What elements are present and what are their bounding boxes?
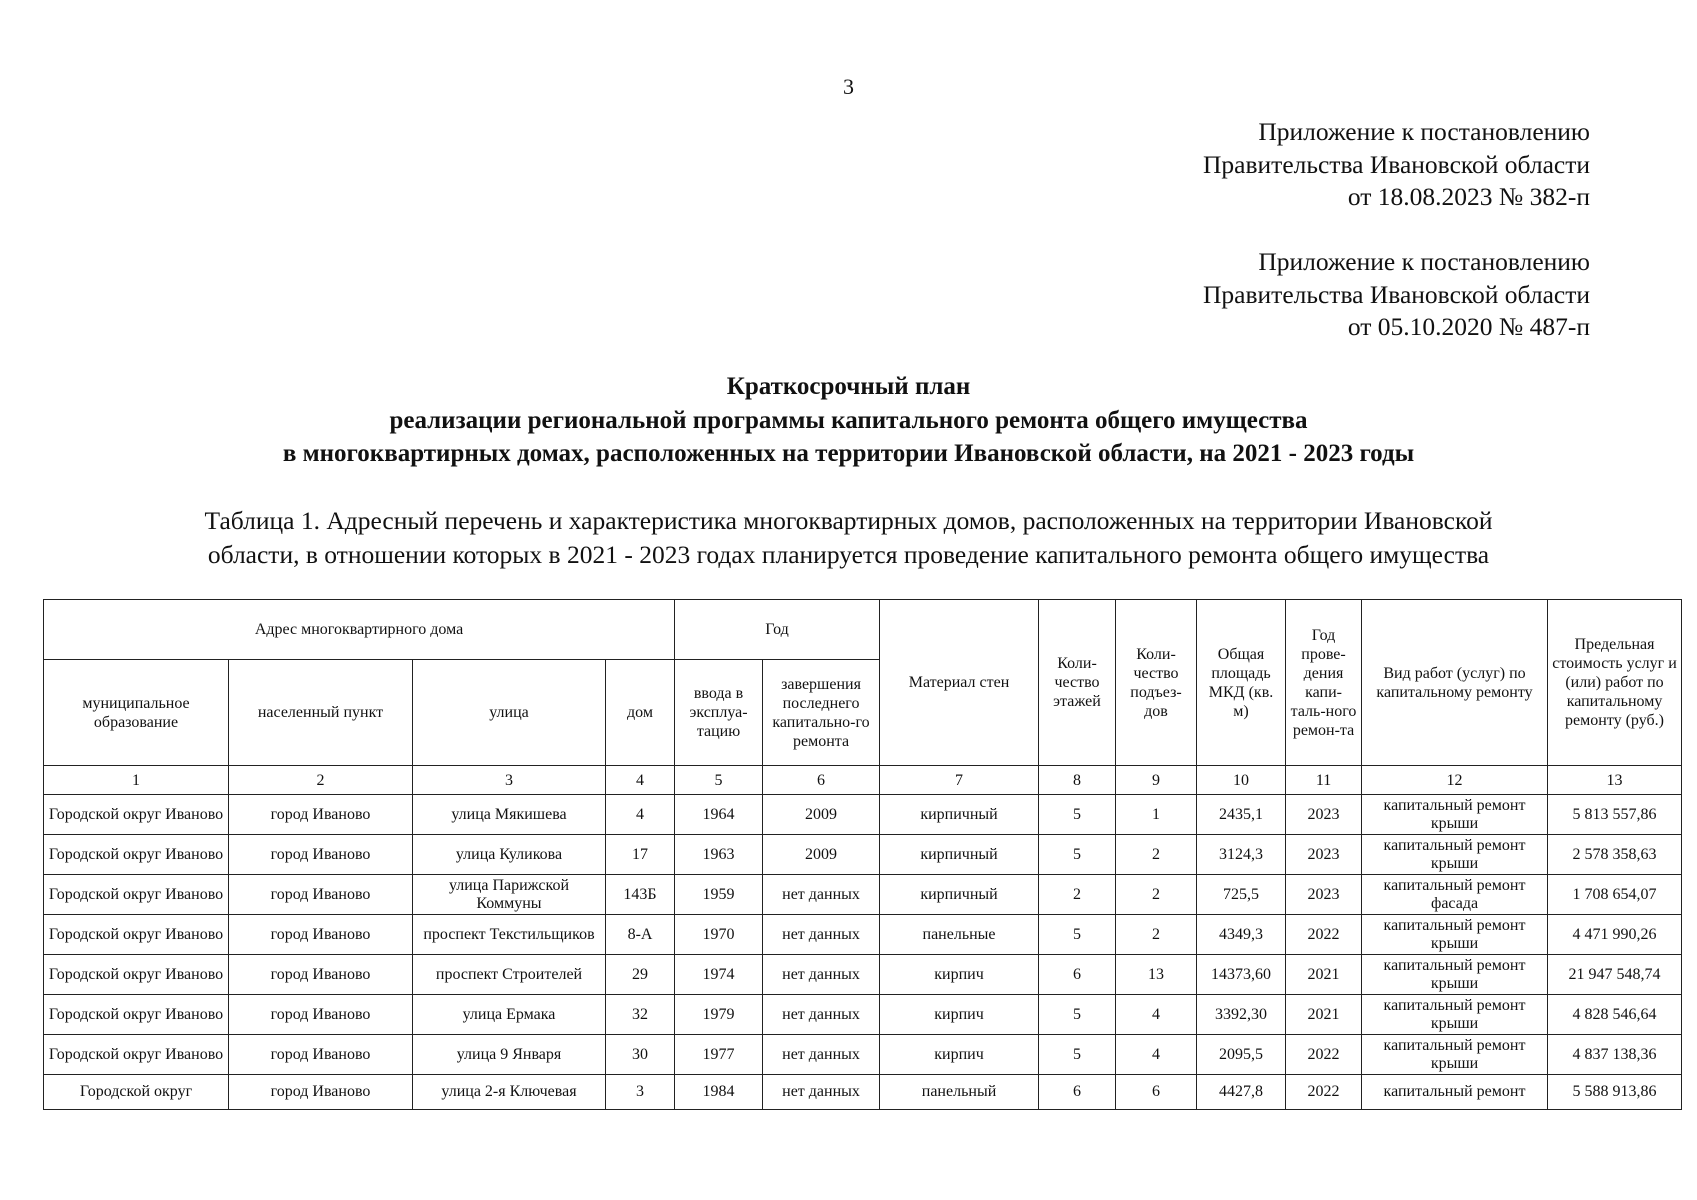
title-line: Краткосрочный план xyxy=(726,373,971,400)
repair-year-cell: 2022 xyxy=(1286,915,1362,955)
table-row xyxy=(44,1075,1682,1110)
house-cell: 3 xyxy=(606,1075,675,1110)
area-cell: 4427,8 xyxy=(1197,1075,1286,1110)
year-last-repair-cell: нет данных xyxy=(763,1035,880,1075)
repair-year-cell: 2022 xyxy=(1286,1075,1362,1110)
municipality-cell: Городской округ Иваново xyxy=(44,875,229,915)
column-number: 1 xyxy=(44,766,229,795)
header-year-last-repair: завершения последнего капитально-го ремонта xyxy=(763,660,880,766)
column-number: 8 xyxy=(1039,766,1116,795)
street-cell: проспект Текстильщиков xyxy=(413,915,606,955)
area-cell: 3392,30 xyxy=(1197,995,1286,1035)
header-repair-year: Год прове-дения капи-таль-ного ремон-та xyxy=(1286,600,1362,766)
floors-cell: 6 xyxy=(1039,955,1116,995)
column-number: 3 xyxy=(413,766,606,795)
header-address-group: Адрес многоквартирного дома xyxy=(44,600,675,660)
appendix-line: от 05.10.2020 № 487-п xyxy=(1347,312,1590,341)
municipality-cell: Городской округ Иваново xyxy=(44,995,229,1035)
header-year-group: Год xyxy=(675,600,880,660)
caption-line: Таблица 1. Адресный перечень и характеристика многоквартирных домов, расположенных на территории Ивановской xyxy=(204,506,1493,535)
entrances-cell: 13 xyxy=(1116,955,1197,995)
entrances-cell: 4 xyxy=(1116,995,1197,1035)
floors-cell: 5 xyxy=(1039,915,1116,955)
house-cell: 30 xyxy=(606,1035,675,1075)
work-type-cell: капитальный ремонт крыши xyxy=(1362,955,1548,995)
entrances-cell: 6 xyxy=(1116,1075,1197,1110)
appendix-line: от 18.08.2023 № 382-п xyxy=(1347,182,1590,211)
caption-line: области, в отношении которых в 2021 - 2023 годах планируется проведение капитального ремонта общего имущества xyxy=(207,539,1490,569)
floors-cell: 5 xyxy=(1039,1035,1116,1075)
year-built-cell: 1959 xyxy=(675,875,763,915)
table-row xyxy=(44,835,1682,875)
municipality-cell: Городской округ Иваново xyxy=(44,955,229,995)
year-built-cell: 1964 xyxy=(675,795,763,835)
column-number: 2 xyxy=(229,766,413,795)
material-cell: кирпичный xyxy=(880,875,1039,915)
street-cell: улица 2-я Ключевая xyxy=(413,1075,606,1110)
entrances-cell: 2 xyxy=(1116,835,1197,875)
street-cell: улица Ермака xyxy=(413,995,606,1035)
header-locality: населенный пункт xyxy=(229,660,413,766)
work-type-cell: капитальный ремонт крыши xyxy=(1362,1035,1548,1075)
repair-year-cell: 2021 xyxy=(1286,995,1362,1035)
street-cell: улица Мякишева xyxy=(413,795,606,835)
table-body xyxy=(44,795,1682,1110)
area-cell: 2435,1 xyxy=(1197,795,1286,835)
cost-cell: 4 471 990,26 xyxy=(1548,915,1682,955)
house-cell: 17 xyxy=(606,835,675,875)
year-built-cell: 1970 xyxy=(675,915,763,955)
column-number: 4 xyxy=(606,766,675,795)
cost-cell: 21 947 548,74 xyxy=(1548,955,1682,995)
house-cell: 32 xyxy=(606,995,675,1035)
header-municipality: муниципальное образование xyxy=(44,660,229,766)
year-last-repair-cell: 2009 xyxy=(763,835,880,875)
floors-cell: 5 xyxy=(1039,835,1116,875)
material-cell: панельный xyxy=(880,1075,1039,1110)
year-last-repair-cell: нет данных xyxy=(763,875,880,915)
work-type-cell: капитальный ремонт xyxy=(1362,1075,1548,1110)
house-cell: 8-А xyxy=(606,915,675,955)
year-built-cell: 1979 xyxy=(675,995,763,1035)
material-cell: кирпич xyxy=(880,995,1039,1035)
material-cell: кирпич xyxy=(880,1035,1039,1075)
cost-cell: 2 578 358,63 xyxy=(1548,835,1682,875)
locality-cell: город Иваново xyxy=(229,875,413,915)
year-last-repair-cell: нет данных xyxy=(763,955,880,995)
page-number: 3 xyxy=(843,74,854,99)
cost-cell: 1 708 654,07 xyxy=(1548,875,1682,915)
material-cell: кирпичный xyxy=(880,835,1039,875)
title-line: в многоквартирных домах, расположенных на территории Ивановской области, на 2021 - 2023 годы xyxy=(282,440,1415,467)
municipality-cell: Городской округ Иваново xyxy=(44,835,229,875)
column-number-row xyxy=(44,766,1682,795)
repair-year-cell: 2023 xyxy=(1286,795,1362,835)
document-title xyxy=(0,370,1697,471)
locality-cell: город Иваново xyxy=(229,835,413,875)
appendix-line: Приложение к постановлению xyxy=(1258,117,1590,146)
header-max-cost: Предельная стоимость услуг и (или) работ по капитальному ремонту (руб.) xyxy=(1548,600,1682,766)
house-cell: 143Б xyxy=(606,875,675,915)
header-entrances: Коли-чество подъез-дов xyxy=(1116,600,1197,766)
repair-year-cell: 2023 xyxy=(1286,835,1362,875)
table-row xyxy=(44,795,1682,835)
entrances-cell: 2 xyxy=(1116,875,1197,915)
header-wall-material: Материал стен xyxy=(880,600,1039,766)
work-type-cell: капитальный ремонт крыши xyxy=(1362,795,1548,835)
cost-cell: 4 828 546,64 xyxy=(1548,995,1682,1035)
header-floors: Коли-чество этажей xyxy=(1039,600,1116,766)
house-cell: 29 xyxy=(606,955,675,995)
work-type-cell: капитальный ремонт фасада xyxy=(1362,875,1548,915)
floors-cell: 5 xyxy=(1039,995,1116,1035)
area-cell: 3124,3 xyxy=(1197,835,1286,875)
repair-year-cell: 2021 xyxy=(1286,955,1362,995)
locality-cell: город Иваново xyxy=(229,955,413,995)
municipality-cell: Городской округ Иваново xyxy=(44,915,229,955)
column-number: 7 xyxy=(880,766,1039,795)
column-number: 9 xyxy=(1116,766,1197,795)
municipality-cell: Городской округ Иваново xyxy=(44,795,229,835)
area-cell: 725,5 xyxy=(1197,875,1286,915)
material-cell: панельные xyxy=(880,915,1039,955)
work-type-cell: капитальный ремонт крыши xyxy=(1362,835,1548,875)
year-built-cell: 1984 xyxy=(675,1075,763,1110)
year-built-cell: 1977 xyxy=(675,1035,763,1075)
year-last-repair-cell: нет данных xyxy=(763,915,880,955)
work-type-cell: капитальный ремонт крыши xyxy=(1362,915,1548,955)
appendix-line: Правительства Ивановской области xyxy=(1203,279,1590,309)
house-cell: 4 xyxy=(606,795,675,835)
entrances-cell: 1 xyxy=(1116,795,1197,835)
municipality-cell: Городской округ Иваново xyxy=(44,1035,229,1075)
appendix-line: Правительства Ивановской области xyxy=(1203,149,1590,179)
table-row xyxy=(44,995,1682,1035)
appendix-reference-new xyxy=(1203,116,1590,214)
cost-cell: 4 837 138,36 xyxy=(1548,1035,1682,1075)
material-cell: кирпич xyxy=(880,955,1039,995)
locality-cell: город Иваново xyxy=(229,795,413,835)
header-street: улица xyxy=(413,660,606,766)
material-cell: кирпичный xyxy=(880,795,1039,835)
header-total-area: Общая площадь МКД (кв. м) xyxy=(1197,600,1286,766)
column-number: 10 xyxy=(1197,766,1286,795)
column-number: 5 xyxy=(675,766,763,795)
header-house: дом xyxy=(606,660,675,766)
street-cell: улица Парижской Коммуны xyxy=(413,875,606,915)
municipality-cell: Городской округ xyxy=(44,1075,229,1110)
locality-cell: город Иваново xyxy=(229,915,413,955)
cost-cell: 5 813 557,86 xyxy=(1548,795,1682,835)
table-row xyxy=(44,875,1682,915)
table-row xyxy=(44,1035,1682,1075)
floors-cell: 5 xyxy=(1039,795,1116,835)
locality-cell: город Иваново xyxy=(229,1035,413,1075)
year-last-repair-cell: нет данных xyxy=(763,1075,880,1110)
street-cell: улица Куликова xyxy=(413,835,606,875)
locality-cell: город Иваново xyxy=(229,1075,413,1110)
year-built-cell: 1963 xyxy=(675,835,763,875)
houses-table xyxy=(43,599,1682,1110)
locality-cell: город Иваново xyxy=(229,995,413,1035)
table-row xyxy=(44,915,1682,955)
header-work-type: Вид работ (услуг) по капитальному ремонту xyxy=(1362,600,1548,766)
year-last-repair-cell: нет данных xyxy=(763,995,880,1035)
entrances-cell: 2 xyxy=(1116,915,1197,955)
appendix-reference-old xyxy=(1203,246,1590,344)
street-cell: проспект Строителей xyxy=(413,955,606,995)
area-cell: 2095,5 xyxy=(1197,1035,1286,1075)
header-year-commissioned: ввода в эксплуа-тацию xyxy=(675,660,763,766)
appendix-line: Приложение к постановлению xyxy=(1258,247,1590,276)
column-number: 13 xyxy=(1548,766,1682,795)
year-built-cell: 1974 xyxy=(675,955,763,995)
year-last-repair-cell: 2009 xyxy=(763,795,880,835)
table-caption xyxy=(100,504,1597,571)
street-cell: улица 9 Января xyxy=(413,1035,606,1075)
column-number: 11 xyxy=(1286,766,1362,795)
area-cell: 4349,3 xyxy=(1197,915,1286,955)
column-number: 6 xyxy=(763,766,880,795)
floors-cell: 6 xyxy=(1039,1075,1116,1110)
column-number: 12 xyxy=(1362,766,1548,795)
floors-cell: 2 xyxy=(1039,875,1116,915)
title-line: реализации региональной программы капитального ремонта общего имущества xyxy=(389,406,1308,434)
repair-year-cell: 2022 xyxy=(1286,1035,1362,1075)
table-row xyxy=(44,955,1682,995)
area-cell: 14373,60 xyxy=(1197,955,1286,995)
repair-year-cell: 2023 xyxy=(1286,875,1362,915)
work-type-cell: капитальный ремонт крыши xyxy=(1362,995,1548,1035)
cost-cell: 5 588 913,86 xyxy=(1548,1075,1682,1110)
entrances-cell: 4 xyxy=(1116,1035,1197,1075)
